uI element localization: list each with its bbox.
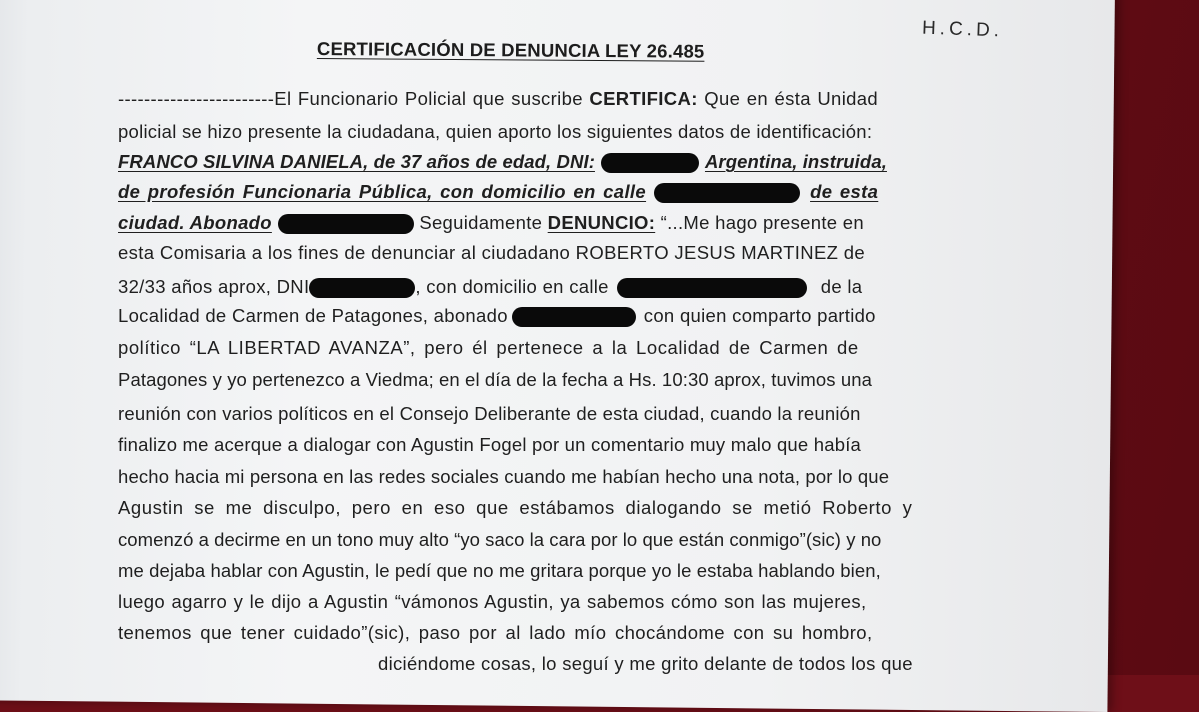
- redaction-phone-2: [512, 307, 636, 327]
- text-line-18: tenemos que tener cuidado”(sic), paso por al lado mío chocándome con su hombro,: [118, 622, 873, 643]
- certifica-label: CERTIFICA:: [589, 88, 698, 109]
- text-line-12: finalizo me acerque a dialogar con Agustin Fogel por un comentario muy malo que había: [118, 434, 862, 455]
- text-line-2: policial se hizo presente la ciudadana, quien aporto los siguientes datos de identificación:: [118, 121, 873, 142]
- text-line-17: luego agarro y le dijo a Agustin “vámonos Agustin, ya sabemos cómo son las mujeres,: [118, 591, 867, 612]
- text-line-8: Localidad de Carmen de Patagones, abonado con quien comparto partido: [118, 305, 876, 326]
- text-line-13: hecho hacia mi persona en las redes sociales cuando me habían hecho una nota, por lo que: [118, 466, 890, 487]
- text-line-1: ------------------------El Funcionario Policial que suscribe CERTIFICA: Que en ésta Unidad: [118, 88, 879, 109]
- text-line-3: FRANCO SILVINA DANIELA, de 37 años de edad, DNI: Argentina, instruida,: [118, 151, 887, 172]
- denuncio-label: DENUNCIO:: [547, 212, 656, 233]
- text-line-9: político “LA LIBERTAD AVANZA”, pero él pertenece a la Localidad de Carmen de: [118, 337, 859, 358]
- text-line-16: me dejaba hablar con Agustin, le pedí que no me gritara porque yo le estaba hablando bien,: [118, 560, 881, 581]
- redaction-phone: [278, 214, 414, 234]
- text-line-5: ciudad. Abonado Seguidamente DENUNCIO: “...Me hago presente en: [118, 212, 864, 233]
- stamp-text: H.C.D.: [921, 17, 1004, 42]
- text-line-11: reunión con varios políticos en el Consejo Deliberante de esta ciudad, cuando la reunión: [118, 403, 861, 424]
- text-line-15: comenzó a decirme en un tono muy alto “yo saco la cara por lo que están conmigo”(sic) y no: [118, 529, 882, 550]
- text-line-19: diciéndome cosas, lo seguí y me grito delante de todos los que: [378, 653, 913, 674]
- text-line-10: Patagones y yo pertenezco a Viedma; en el día de la fecha a Hs. 10:30 aprox, tuvimos una: [118, 369, 873, 390]
- dash-leader: ------------------------: [118, 88, 275, 109]
- redaction-dni: [601, 153, 699, 173]
- text-line-6: esta Comisaria a los fines de denunciar al ciudadano ROBERTO JESUS MARTINEZ de: [118, 242, 866, 263]
- redaction-dni-2: [309, 278, 415, 298]
- text-line-14: Agustin se me disculpo, pero en eso que estábamos dialogando se metió Roberto y: [118, 497, 913, 518]
- document-title: CERTIFICACIÓN DE DENUNCIA LEY 26.485: [316, 38, 705, 62]
- redaction-address: [654, 183, 800, 203]
- redaction-address-2: [617, 278, 807, 298]
- text-line-7: 32/33 años aprox, DNI , con domicilio en calle de la: [118, 276, 863, 297]
- text-line-4: de profesión Funcionaria Pública, con domicilio en calle de esta: [118, 181, 879, 202]
